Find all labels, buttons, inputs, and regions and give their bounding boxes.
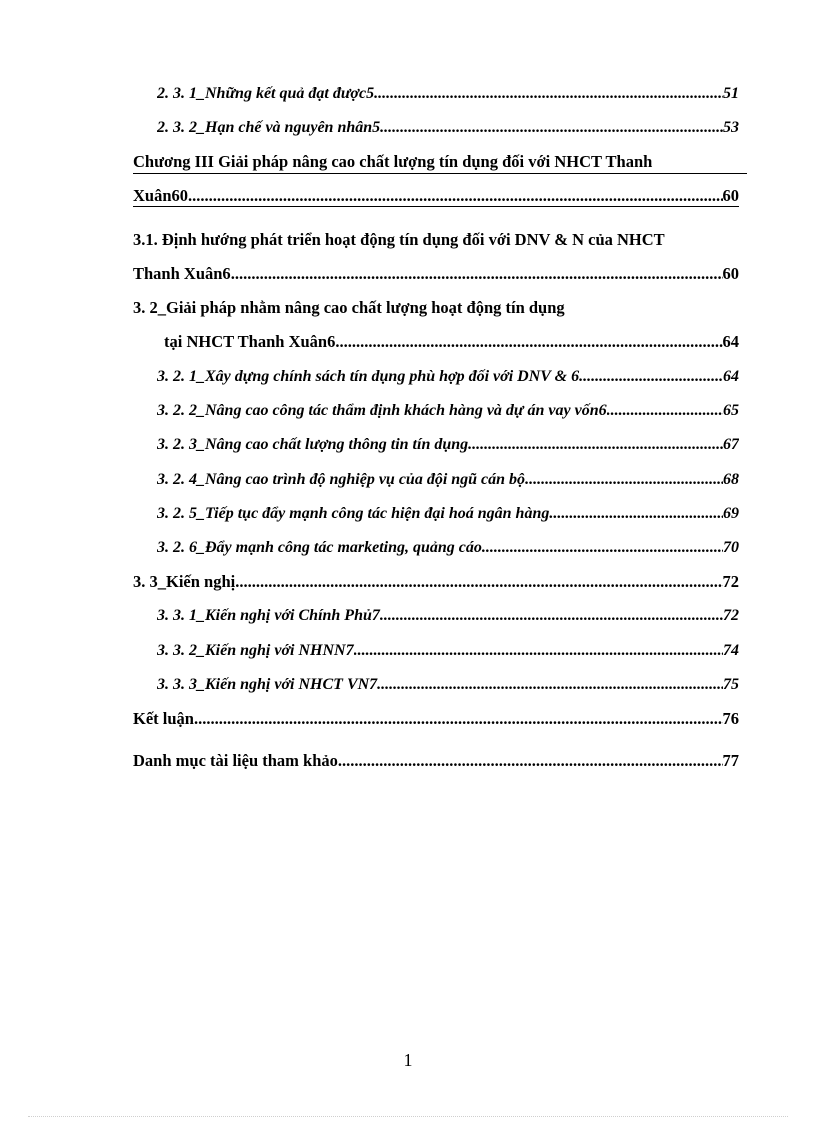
toc-entry-title: Danh mục tài liệu tham khảo xyxy=(133,751,338,770)
toc-section-3-1-continued[interactable] xyxy=(133,264,739,284)
toc-references[interactable] xyxy=(133,751,739,771)
toc-leader-dots xyxy=(525,470,723,490)
toc-page-number: 64 xyxy=(722,332,739,351)
toc-entry-title: 3. 2. 6_Đẩy mạnh công tác marketing, quảng cáo xyxy=(157,539,482,556)
toc-section-3-2[interactable] xyxy=(133,298,733,318)
toc-entry-3-3-2[interactable] xyxy=(157,641,739,661)
toc-entry-title: Chương III Giải pháp nâng cao chất lượng tín dụng đối với NHCT Thanh xyxy=(133,152,653,171)
toc-entry-title: 3. 3. 3_Kiến nghị với NHCT VN7 xyxy=(157,676,378,693)
toc-entry-title: Kết luận xyxy=(133,709,194,728)
toc-entry-title: tại NHCT Thanh Xuân6 xyxy=(164,332,336,351)
toc-page-number: 51 xyxy=(723,85,739,102)
toc-leader-dots xyxy=(607,401,723,421)
toc-leader-dots xyxy=(188,186,722,206)
toc-leader-dots xyxy=(235,572,722,592)
chapter-underline xyxy=(133,206,739,207)
toc-page-number: 67 xyxy=(723,436,739,453)
toc-leader-dots xyxy=(335,332,722,352)
toc-entry-title: 3. 2. 5_Tiếp tục đẩy mạnh công tác hiện đại hoá ngân hàng xyxy=(157,505,550,522)
toc-section-3-1[interactable] xyxy=(133,230,747,250)
toc-section-3-3[interactable] xyxy=(133,572,739,592)
toc-entry-title: 3. 2. 1_Xây dựng chính sách tín dụng phù hợp đối với DNV & 6 xyxy=(157,368,580,385)
toc-page-number: 53 xyxy=(723,119,739,136)
toc-leader-dots xyxy=(194,709,723,729)
toc-entry-3-3-1[interactable] xyxy=(157,606,739,626)
toc-entry-3-2-6[interactable] xyxy=(157,538,739,558)
toc-entry-title: 2. 3. 1_Những kết quả đạt được5 xyxy=(157,85,375,102)
toc-entry-3-2-2[interactable] xyxy=(157,401,739,421)
toc-page-number: 68 xyxy=(723,471,739,488)
toc-entry-title: 3. 2. 3_Nâng cao chất lượng thông tin tín dụng xyxy=(157,436,469,453)
toc-leader-dots xyxy=(338,751,723,771)
toc-chapter-3-continued[interactable] xyxy=(133,186,739,206)
toc-chapter-3-title[interactable] xyxy=(133,152,747,172)
toc-entry-title: Xuân60 xyxy=(133,186,189,205)
toc-page-number: 64 xyxy=(723,368,739,385)
toc-page-number: 75 xyxy=(723,676,739,693)
toc-page-number: 76 xyxy=(722,709,739,728)
toc-page-number: 74 xyxy=(723,642,739,659)
toc-page-number: 77 xyxy=(722,751,739,770)
toc-leader-dots xyxy=(374,84,723,104)
toc-entry-title: 3. 2. 4_Nâng cao trình độ nghiệp vụ của đội ngũ cán bộ xyxy=(157,471,526,488)
toc-leader-dots xyxy=(354,641,723,661)
toc-entry-title: 3. 3_Kiến nghị xyxy=(133,572,236,591)
toc-entry-2-3-2[interactable] xyxy=(157,118,739,138)
page-bottom-rule xyxy=(28,1116,788,1117)
toc-entry-title: 2. 3. 2_Hạn chế và nguyên nhân5 xyxy=(157,119,381,136)
toc-entry-title: 3. 2. 2_Nâng cao công tác thẩm định khách hàng và dự án vay vốn6 xyxy=(157,402,607,419)
toc-entry-title: 3.1. Định hướng phát triển hoạt động tín dụng đối với DNV & N của NHCT xyxy=(133,230,665,249)
toc-entry-3-2-4[interactable] xyxy=(157,470,739,490)
toc-entry-title: Thanh Xuân6 xyxy=(133,264,231,283)
toc-entry-title: 3. 2_Giải pháp nhằm nâng cao chất lượng hoạt động tín dụng xyxy=(133,298,565,317)
toc-leader-dots xyxy=(468,435,723,455)
toc-section-3-2-continued[interactable] xyxy=(164,332,739,352)
toc-entry-title: 3. 3. 2_Kiến nghị với NHNN7 xyxy=(157,642,354,659)
toc-entry-2-3-1[interactable] xyxy=(157,84,739,104)
toc-leader-dots xyxy=(231,264,723,284)
toc-leader-dots xyxy=(482,538,723,558)
toc-entry-3-2-1[interactable] xyxy=(157,367,739,387)
toc-entry-3-2-3[interactable] xyxy=(157,435,739,455)
toc-page-number: 72 xyxy=(722,572,739,591)
toc-page-number: 69 xyxy=(723,505,739,522)
toc-conclusion[interactable] xyxy=(133,709,739,729)
toc-page-number: 65 xyxy=(723,402,739,419)
chapter-underline xyxy=(133,173,747,174)
page-number: 1 xyxy=(403,1050,413,1070)
toc-page-number: 70 xyxy=(723,539,739,556)
toc-leader-dots xyxy=(380,606,723,626)
toc-leader-dots xyxy=(377,675,723,695)
toc-page-number: 72 xyxy=(723,607,739,624)
toc-leader-dots xyxy=(579,367,723,387)
toc-page-number: 60 xyxy=(722,186,739,205)
toc-entry-3-2-5[interactable] xyxy=(157,504,739,524)
toc-entry-3-3-3[interactable] xyxy=(157,675,739,695)
toc-leader-dots xyxy=(549,504,723,524)
toc-entry-title: 3. 3. 1_Kiến nghị với Chính Phủ7 xyxy=(157,607,380,624)
toc-page-number: 60 xyxy=(722,264,739,283)
toc-leader-dots xyxy=(380,118,723,138)
